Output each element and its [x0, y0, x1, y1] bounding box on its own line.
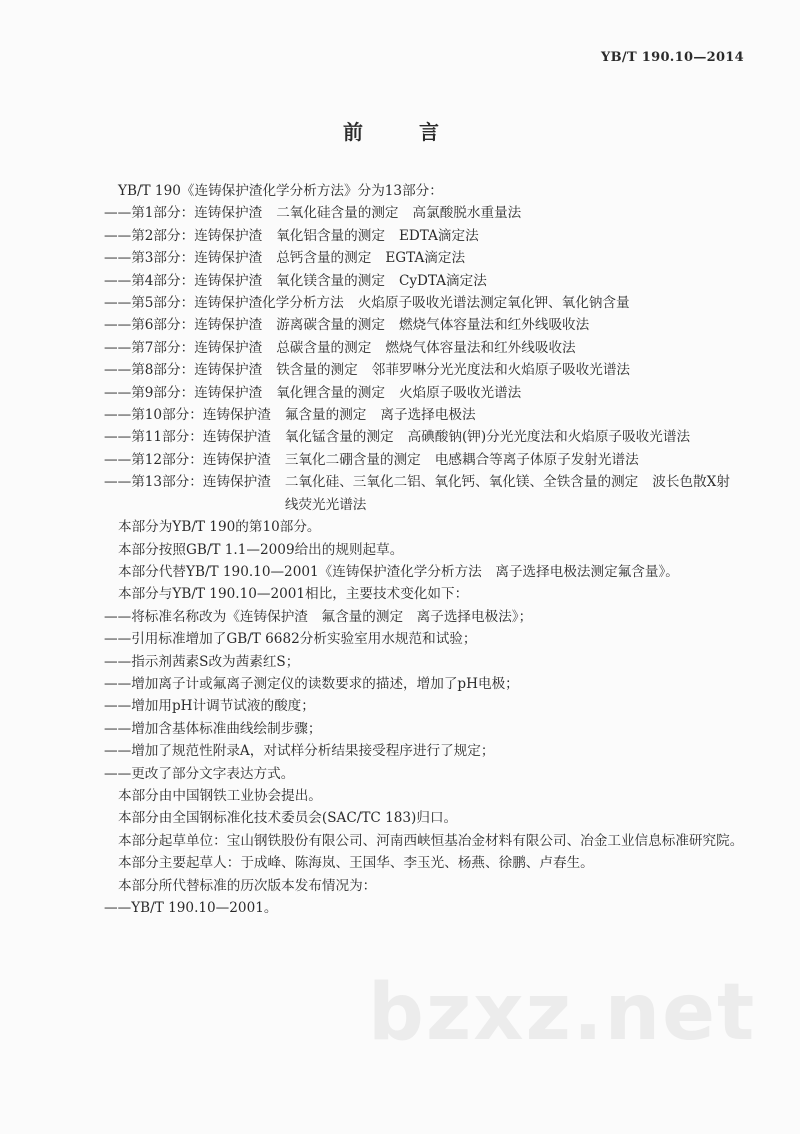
- part-item: [104, 404, 754, 426]
- part-label: ——第10部分：连铸保护渣: [104, 407, 271, 424]
- part-subject: 铁含量的测定: [276, 362, 358, 379]
- foreword-body: [104, 180, 754, 919]
- part-method: 邻菲罗啉分光光度法和火焰原子吸收光谱法: [371, 362, 631, 379]
- change-item: ——增加用pH计调节试液的酸度；: [104, 698, 315, 715]
- parts-list: [104, 202, 754, 516]
- part-label: ——第5部分：连铸保护渣化学分析方法: [104, 295, 344, 312]
- part-method: 火焰原子吸收光谱法: [398, 384, 522, 401]
- watermark-logo: bzxz.net: [368, 968, 757, 1058]
- part-title: [276, 247, 728, 269]
- part-label: ——第6部分：连铸保护渣: [104, 317, 263, 334]
- part-item: [104, 471, 754, 516]
- part-label: ——第4部分：连铸保护渣: [104, 272, 263, 289]
- statement: 本部分按照GB/T 1.1—2009给出的规则起草。: [118, 541, 404, 558]
- change-item: ——更改了部分文字表达方式。: [104, 765, 295, 782]
- part-method: 波长色散X射线荧光光谱法: [284, 474, 730, 513]
- change-item: ——增加含基体标准曲线绘制步骤；: [104, 720, 322, 737]
- part-subject: 二氧化硅含量的测定: [276, 205, 399, 222]
- part-label: ——第12部分：连铸保护渣: [104, 451, 271, 468]
- part-title: [358, 292, 754, 314]
- standard-number: YB/T 190.10—2014: [601, 50, 744, 65]
- closing-statement: 本部分由全国钢标准化技术委员会(SAC/TC 183)归口。: [118, 810, 458, 827]
- part-subject: 火焰原子吸收光谱法测定氧化钾、氧化钠含量: [357, 295, 630, 312]
- part-method: 高碘酸钠(钾)分光光度法和火焰原子吸收光谱法: [407, 429, 691, 446]
- part-item: [104, 359, 754, 381]
- closing-statement: 本部分所代替标准的历次版本发布情况为：: [118, 877, 377, 894]
- part-subject: 氧化锰含量的测定: [284, 429, 394, 446]
- part-method: CyDTA滴定法: [398, 272, 487, 289]
- part-item: [104, 225, 754, 247]
- part-method: EGTA滴定法: [385, 250, 466, 267]
- part-title: [276, 202, 728, 224]
- part-title: [276, 382, 728, 404]
- closing-statement: 本部分由中国钢铁工业协会提出。: [118, 787, 322, 804]
- changes-list: [104, 606, 754, 785]
- part-subject: 三氧化二硼含量的测定: [284, 451, 421, 468]
- part-method: 电感耦合等离子体原子发射光谱法: [434, 451, 639, 468]
- statement: 本部分为YB/T 190的第10部分。: [118, 519, 321, 536]
- part-item: [104, 292, 754, 314]
- change-item: ——指示剂茜素S改为茜素红S；: [104, 653, 300, 670]
- part-method: 燃烧气体容量法和红外线吸收法: [385, 339, 576, 356]
- part-item: [104, 426, 754, 448]
- part-label: ——第13部分：连铸保护渣: [104, 474, 271, 491]
- change-item: ——增加离子计或氟离子测定仪的读数要求的描述，增加了pH电极；: [104, 675, 519, 692]
- part-item: [104, 337, 754, 359]
- part-item: [104, 247, 754, 269]
- closing-statements: [104, 785, 754, 897]
- part-item: [104, 382, 754, 404]
- part-item: [104, 449, 754, 471]
- part-title: [285, 426, 737, 448]
- part-title: [276, 270, 728, 292]
- part-label: ——第1部分：连铸保护渣: [104, 205, 263, 222]
- statement: 本部分与YB/T 190.10—2001相比，主要技术变化如下：: [118, 586, 469, 603]
- part-item: [104, 270, 754, 292]
- part-method: 燃烧气体容量法和红外线吸收法: [398, 317, 590, 334]
- change-item: ——增加了规范性附录A，对试样分析结果接受程序进行了规定；: [104, 743, 495, 760]
- part-item: [104, 314, 754, 336]
- change-item: ——引用标准增加了GB/T 6682分析实验室用水规范和试验；: [104, 631, 477, 648]
- change-item: ——将标准名称改为《连铸保护渣 氟含量的测定 离子选择电极法》；: [104, 608, 533, 625]
- part-item: [104, 202, 754, 224]
- part-title: [276, 359, 728, 381]
- part-subject: 游离碳含量的测定: [276, 317, 385, 334]
- part-label: ——第11部分：连铸保护渣: [104, 429, 271, 446]
- part-title: [276, 225, 728, 247]
- history-item: ——YB/T 190.10—2001。: [104, 900, 278, 916]
- part-subject: 氧化镁含量的测定: [276, 272, 385, 289]
- history-list: [104, 897, 754, 919]
- part-label: ——第9部分：连铸保护渣: [104, 384, 263, 401]
- part-method: EDTA滴定法: [398, 227, 479, 244]
- part-title: [276, 337, 728, 359]
- part-label: ——第2部分：连铸保护渣: [104, 227, 263, 244]
- statements: [104, 516, 754, 606]
- part-subject: 氧化锂含量的测定: [276, 384, 385, 401]
- closing-statement: 本部分主要起草人：于成峰、陈海岚、王国华、李玉光、杨燕、徐鹏、卢春生。: [118, 855, 594, 872]
- part-title: [285, 449, 737, 471]
- page-title: 前 言: [343, 120, 457, 144]
- part-label: ——第8部分：连铸保护渣: [104, 362, 263, 379]
- part-method: 高氯酸脱水重量法: [412, 205, 522, 222]
- part-subject: 二氧化硅、三氧化二铝、氧化钙、氧化镁、全铁含量的测定: [284, 474, 639, 491]
- part-method: 离子选择电极法: [380, 407, 476, 424]
- part-subject: 氧化铝含量的测定: [276, 227, 385, 244]
- part-title: [276, 314, 728, 336]
- part-label: ——第7部分：连铸保护渣: [104, 339, 263, 356]
- closing-statement: 本部分起草单位：宝山钢铁股份有限公司、河南西峡恒基冶金材料有限公司、冶金工业信息标准研究院。: [118, 832, 744, 849]
- part-title: [285, 404, 737, 426]
- part-title: [285, 471, 737, 516]
- part-subject: 总碳含量的测定: [276, 339, 372, 356]
- intro-paragraph: YB/T 190《连铸保护渣化学分析方法》分为13部分：: [118, 183, 443, 199]
- part-subject: 总钙含量的测定: [276, 250, 372, 267]
- part-subject: 氟含量的测定: [284, 407, 367, 424]
- statement: 本部分代替YB/T 190.10—2001《连铸保护渣化学分析方法 离子选择电极法测定氟含量》。: [118, 563, 679, 580]
- part-label: ——第3部分：连铸保护渣: [104, 250, 263, 267]
